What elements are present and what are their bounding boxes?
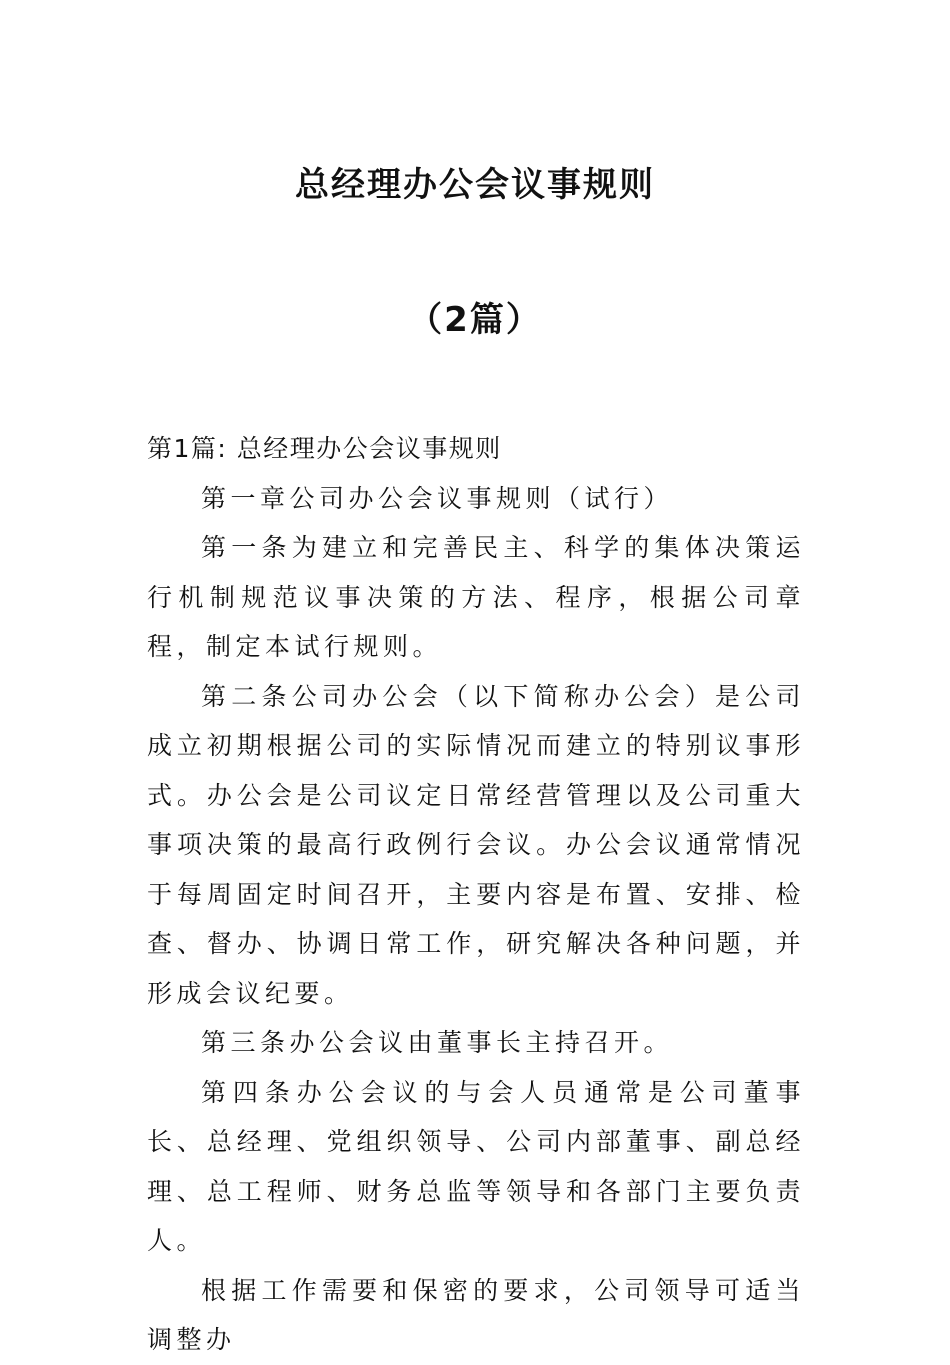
article-paragraph: 第四条办公会议的与会人员通常是公司董事长、总经理、党组织领导、公司内部董事、副总经理、总工程师、财务总监等领导和各部门主要负责人。 <box>147 1077 805 1255</box>
chapter-heading: 第一章公司办公会议事规则（试行） <box>201 483 674 513</box>
article-paragraph: 第二条公司办公会（以下简称办公会）是公司成立初期根据公司的实际情况而建立的特别议事形式。办公会是公司议定日常经营管理以及公司重大事项决策的最高行政例行会议。办公会议通常情况于每周固定时间召开，主要内容是布置、安排、检查、督办、协调日常工作，研究解决各种问题，并形成会议纪要。 <box>147 681 805 1008</box>
article-paragraph: 根据工作需要和保密的要求，公司领导可适当调整办 <box>147 1275 805 1354</box>
document-subtitle: （2篇） <box>408 300 542 340</box>
article-paragraph: 第三条办公会议由董事长主持召开。 <box>201 1028 674 1057</box>
document-body <box>147 424 805 1365</box>
article-paragraph: 第一条为建立和完善民主、科学的集体决策运行机制规范议事决策的方法、程序，根据公司章程，制定本试行规则。 <box>147 533 805 661</box>
document-title: 总经理办公会议事规则 <box>295 165 655 205</box>
section-heading: 第1篇: 总经理办公会议事规则 <box>147 434 502 463</box>
